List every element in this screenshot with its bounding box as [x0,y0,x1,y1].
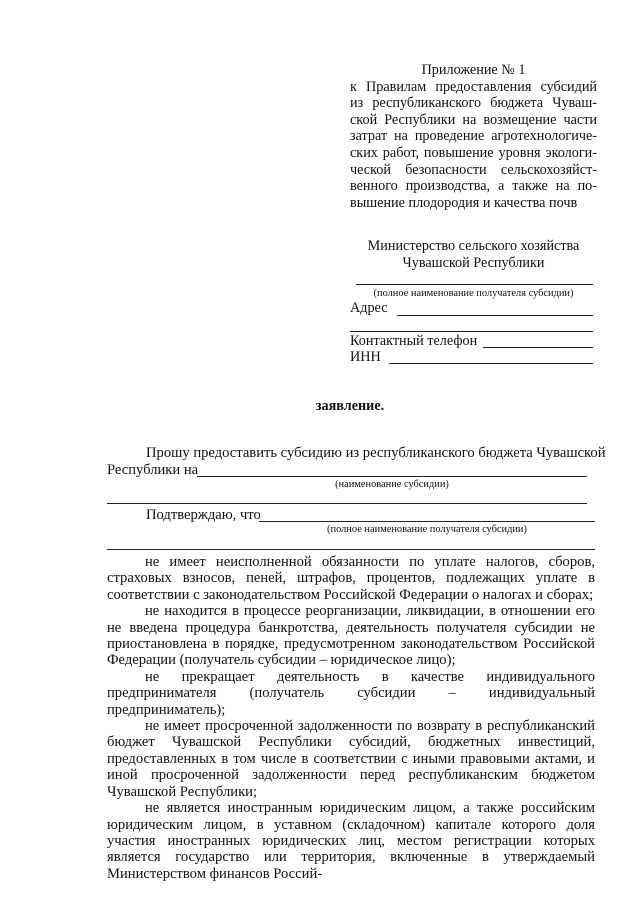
condition-paragraph: не имеет неисполненной обязанности по уплате налогов, сборов, страховых взносов, пеней, штрафов, процентов, подлежащих уплате в соответствии с законодательством Российской Федерации о налогах и сборах; [107,554,595,603]
conditions-list [107,554,595,882]
ministry-line: Министерство сельского хозяйства [367,238,580,254]
confirm-recipient-field-line2[interactable] [107,549,595,550]
addressee-ministry [350,238,597,272]
subsidy-name-field-line2[interactable] [107,503,587,504]
confirm-recipient-field[interactable] [259,521,595,522]
condition-paragraph: не находится в процессе реорганизации, ликвидации, в отношении его не введена процедура банкротства, деятельность получателя субсидии не приостановлена в порядке, предусмотренном законодательством Российской Федерации (получатель субсидии – юридическое лицо); [107,603,595,669]
request-line: Прошу предоставить субсидию из республиканского бюджета Чувашской [146,445,606,461]
confirm-recipient-caption: (полное наименование получателя субсидии) [327,524,527,535]
confirm-prefix: Подтверждаю, что [146,507,261,523]
recipient-name-caption: (полное наименование получателя субсидии) [373,288,574,299]
document-heading: заявление. [315,398,385,414]
appendix-title: Приложение № 1 [421,62,526,78]
address-field[interactable] [397,315,593,316]
appendix-line: к Правилам предоставления субсидий [350,78,597,95]
subsidy-name-caption: (наименование субсидии) [335,479,449,490]
appendix-line: ских работ, повышение уровня экологи- [350,144,597,161]
condition-paragraph: не прекращает деятельность в качестве индивидуального предпринимателя (получатель субсидии – индивидуальный предприниматель); [107,668,595,718]
condition-paragraph: не имеет просроченной задолженности по возврату в республиканский бюджет Чувашской Республики субсидий, бюджетных инвестиций, предоставленных в том числе в соответствии с иными правовыми актами, и иной просроченной задолженности перед республиканским бюджетом Чувашской Республики; [107,718,595,800]
appendix-line: из республиканского бюджета Чуваш- [350,95,597,112]
inn-label: ИНН [350,349,381,365]
appendix-line: вышение плодородия и качества почв [350,194,578,211]
inn-field[interactable] [389,363,593,364]
condition-paragraph: не является иностранным юридическим лицом, а также российским юридическим лицом, в уставном (складочном) капитале которого доля участия иностранных юридических лиц, местом регистрации которых является государство или территория, включенные в утверждаемый Министерством финансов Россий- [107,800,595,882]
appendix-header [350,62,597,211]
phone-field[interactable] [483,347,593,348]
appendix-line: затрат на проведение агротехнологиче- [350,128,597,145]
address-label: Адрес [350,300,388,316]
phone-label: Контактный телефон [350,333,478,349]
address-field-line2[interactable] [350,331,593,332]
request-prefix: Республики на [107,462,199,478]
appendix-line: ской Республики на возмещение части [350,111,597,128]
subsidy-name-field[interactable] [197,476,587,477]
appendix-line: ческой безопасности сельскохозяйст- [350,161,597,178]
appendix-line: венного производства, а также на по- [350,178,597,195]
ministry-line: Чувашской Республики [402,255,545,271]
recipient-name-field[interactable] [356,284,593,285]
